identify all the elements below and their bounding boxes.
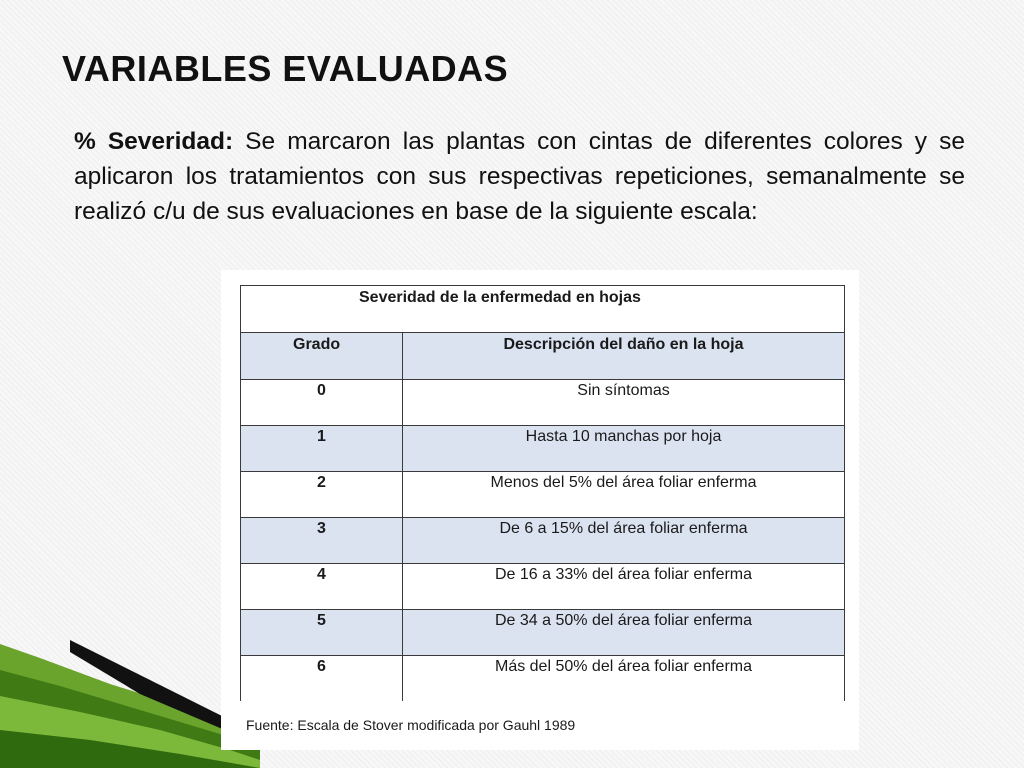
header-descripcion: Descripción del daño en la hoja bbox=[403, 333, 845, 380]
table-row bbox=[241, 610, 845, 656]
table-header-row bbox=[241, 333, 845, 380]
table-row bbox=[241, 518, 845, 564]
descripcion-cell: Menos del 5% del área foliar enferma bbox=[403, 472, 845, 518]
table-caption-row bbox=[241, 286, 845, 333]
table-row bbox=[241, 472, 845, 518]
descripcion-cell: Sin síntomas bbox=[403, 380, 845, 426]
severity-scale-figure bbox=[221, 270, 859, 750]
descripcion-cell: De 16 a 33% del área foliar enferma bbox=[403, 564, 845, 610]
severity-description: Se marcaron las plantas con cintas de diferentes colores y se aplicaron los tratamientos con sus respectivas repeticiones, semanalmente se realizó c/u de sus evaluaciones en base de la siguiente escala: bbox=[74, 128, 965, 225]
severity-label: % Severidad: bbox=[74, 128, 234, 155]
descripcion-cell: De 34 a 50% del área foliar enferma bbox=[403, 610, 845, 656]
table-row bbox=[241, 380, 845, 426]
table-caption: Severidad de la enfermedad en hojas bbox=[359, 289, 641, 306]
grado-cell: 2 bbox=[241, 472, 403, 518]
table-row bbox=[241, 564, 845, 610]
table-source: Fuente: Escala de Stover modificada por Gauhl 1989 bbox=[246, 717, 576, 733]
table-row bbox=[241, 656, 845, 702]
grado-cell: 6 bbox=[241, 656, 403, 702]
grado-cell: 4 bbox=[241, 564, 403, 610]
descripcion-cell: Más del 50% del área foliar enferma bbox=[403, 656, 845, 702]
header-grado: Grado bbox=[241, 333, 403, 380]
descripcion-cell: De 6 a 15% del área foliar enferma bbox=[403, 518, 845, 564]
severity-scale-table bbox=[240, 285, 845, 701]
grado-cell: 1 bbox=[241, 426, 403, 472]
grado-cell: 5 bbox=[241, 610, 403, 656]
grado-cell: 0 bbox=[241, 380, 403, 426]
table-row bbox=[241, 426, 845, 472]
severity-paragraph bbox=[74, 124, 965, 229]
descripcion-cell: Hasta 10 manchas por hoja bbox=[403, 426, 845, 472]
slide-title: VARIABLES EVALUADAS bbox=[62, 48, 509, 89]
grado-cell: 3 bbox=[241, 518, 403, 564]
